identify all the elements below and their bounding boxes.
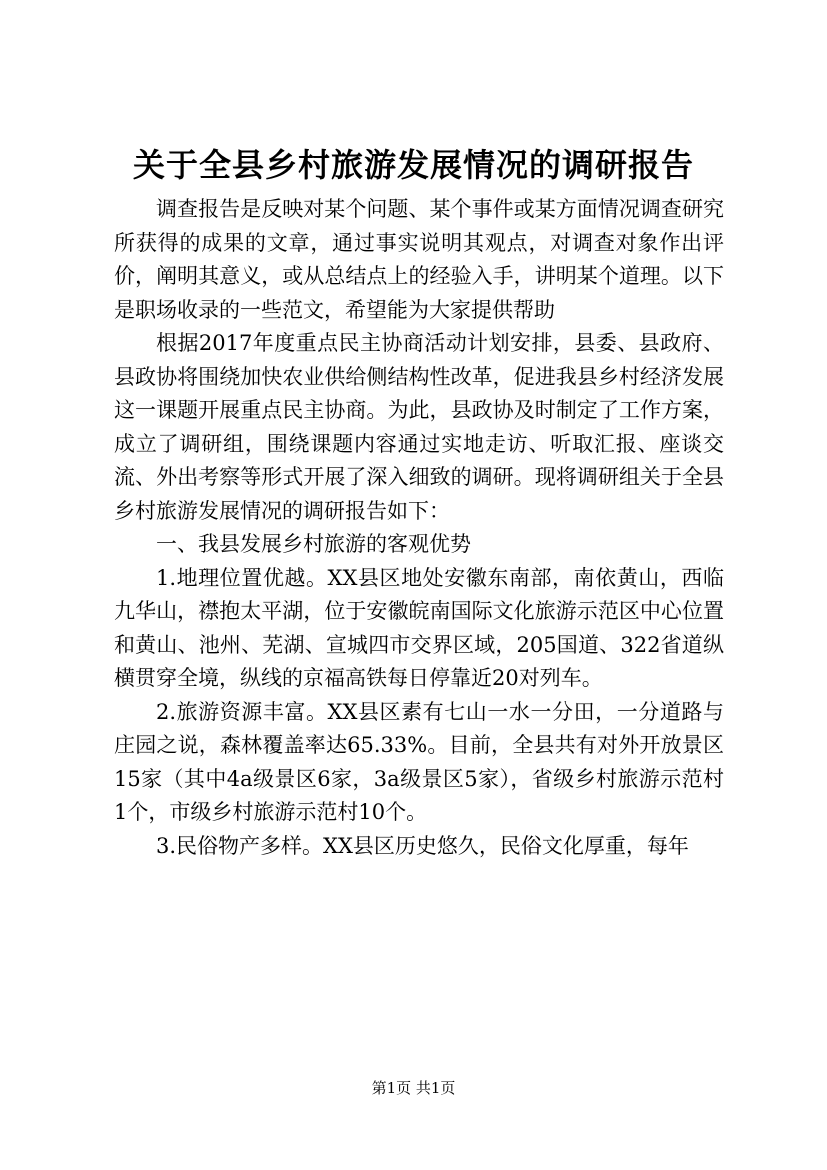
document-title: 关于全县乡村旅游发展情况的调研报告 [132,146,694,184]
section-heading: 一、我县发展乡村旅游的客观优势 [156,532,471,556]
page-number: 第1页 共1页 [371,1079,456,1097]
paragraph-background: 根据2017年度重点民主协商活动计划安排，县委、县政府、县政协将围绕加快农业供给侧结构性改革，促进我县乡村经济发展这一课题开展重点民主协商。为此，县政协及时制定了工作方案，成立了调研组，围绕课题内容通过实地走访、听取汇报、座谈交流、外出考察等形式开展了深入细致的调研。现将调研组关于全县乡村旅游发展情况的调研报告如下： [114,331,724,523]
paragraph-resources: 2.旅游资源丰富。XX县区素有七山一水一分田，一分道路与庄园之说，森林覆盖率达65.33%。目前，全县共有对外开放景区15家（其中4a级景区6家，3a级景区5家），省级乡村旅游示范村1个，市级乡村旅游示范村10个。 [114,699,724,824]
paragraph-folk-products: 3.民俗物产多样。XX县区历史悠久，民俗文化厚重，每年 [156,833,689,858]
paragraph-intro: 调查报告是反映对某个问题、某个事件或某方面情况调查研究所获得的成果的文章，通过事实说明其观点，对调查对象作出评价，阐明其意义，或从总结点上的经验入手，讲明某个道理。以下是职场收录的一些范文，希望能为大家提供帮助 [114,197,724,322]
document-body [114,193,724,863]
paragraph-geography: 1.地理位置优越。XX县区地处安徽东南部，南依黄山，西临九华山，襟抱太平湖，位于安徽皖南国际文化旅游示范区中心位置和黄山、池州、芜湖、宣城四市交界区域，205国道、322省道纵横贯穿全境，纵线的京福高铁每日停靠近20对列车。 [114,565,724,690]
